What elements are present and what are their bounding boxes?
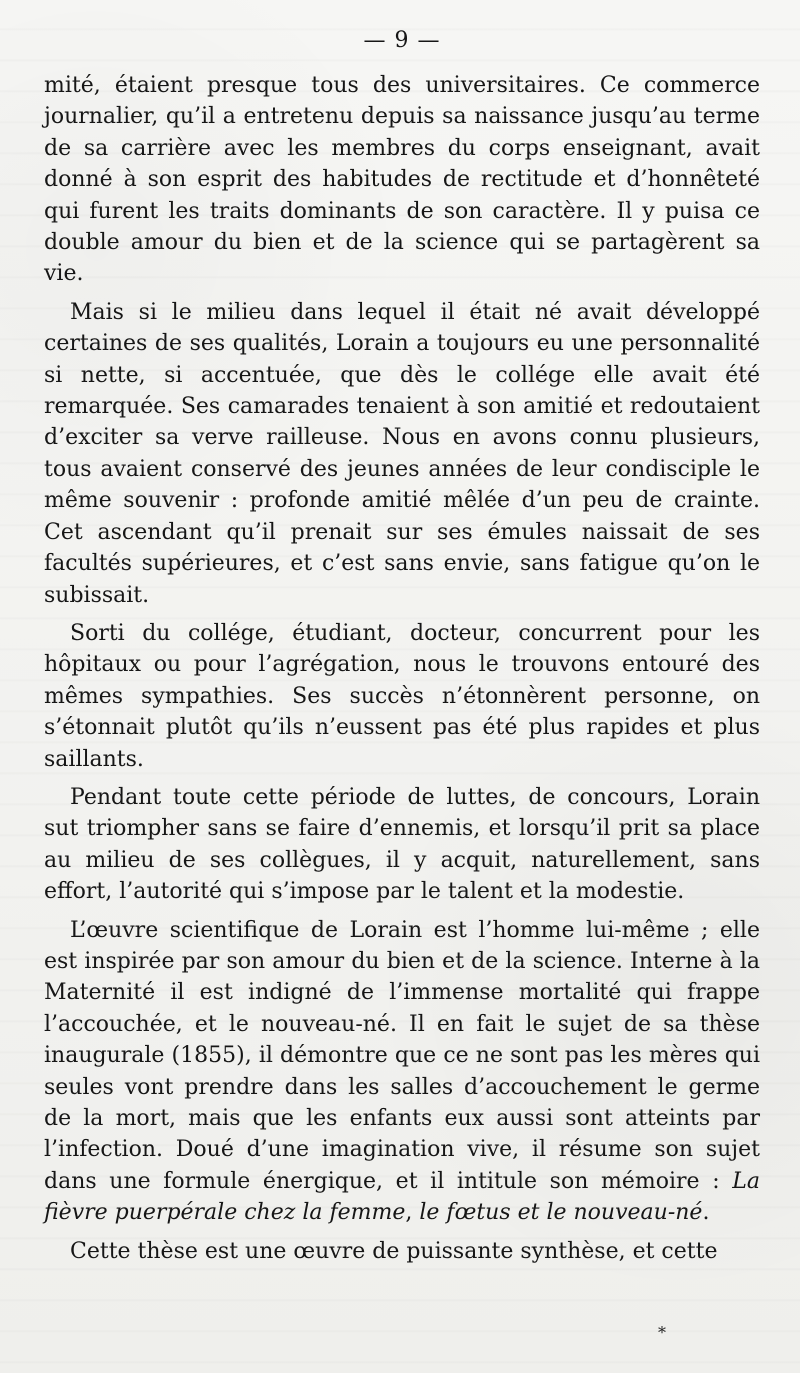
paragraph-1: mité, étaient presque tous des universitaires. Ce commerce journalier, qu’il a entretenu depuis sa naissance jusqu’au terme de sa carrière avec les membres du corps enseignant, avait donné à son esprit des habitudes de rectitude et d’honnêteté qui furent les traits dominants de son caractère. Il y puisa ce double amour du bien et de la science qui se partagèrent sa vie.	[44, 73, 760, 287]
paragraph-6: Cette thèse est une œuvre de puissante synthèse, et cette	[70, 1238, 718, 1264]
paragraph-5-period: .	[702, 1200, 710, 1226]
paragraph-5-text-before: L’œuvre scientifique de Lorain est l’homme lui-même ; elle est inspirée par son amour du bien et de la science. Interne à la Maternité il est indigné de l’immense mortalité qui frappe l’accouchée, et le nouveau-né. Il en fait le sujet de sa thèse inaugurale (1855), il démontre que ce ne sont pas les mères qui seules vont prendre dans les salles d’accouchement le germe de la mort, mais que les enfants eux aussi sont atteints par l’infection. Doué d’une imagination vive, il résume son sujet dans une formule énergique, et il intitule son mémoire :	[44, 917, 760, 1194]
paragraph-2: Mais si le milieu dans lequel il était né avait développé certaines de ses qualités, Lorain a toujours eu une personnalité si nette, si accentuée, que dès le collége elle avait été remarquée. Ses camarades tenaient à son amitié et redoutaient d’exciter sa verve railleuse. Nous en avons connu plusieurs, tous avaient conservé des jeunes années de leur condisciple le même souvenir : profonde amitié mêlée d’un peu de crainte. Cet ascendant qu’il prenait sur ses émules naissait de ses facultés supérieures, et c’est sans envie, sans fatigue qu’on le subissait.	[44, 299, 760, 608]
paragraph-5-subtitle-italic: le fœtus et le nouveau-né	[419, 1200, 703, 1226]
footer-mark: *	[658, 1323, 666, 1342]
paragraph-4: Pendant toute cette période de luttes, de concours, Lorain sut triompher sans se faire d’ennemis, et lorsqu’il prit sa place au milieu de ses collègues, il y acquit, naturellement, sans effort, l’autorité qui s’impose par le talent et la modestie.	[44, 784, 760, 905]
paragraph-5-title-italic: La fièvre puerpérale chez la femme	[44, 1168, 760, 1226]
paragraph-5-comma: ,	[405, 1200, 420, 1226]
paragraph-5	[44, 915, 760, 1229]
paragraph-3: Sorti du collége, étudiant, docteur, concurrent pour les hôpitaux ou pour l’agrégation, nous le trouvons entouré des mêmes sympathies. Ses succès n’étonnèrent personne, on s’étonnait plutôt qu’ils n’eussent pas été plus rapides et plus saillants.	[44, 620, 760, 772]
page-number: — 9 —	[363, 28, 441, 53]
main-text	[44, 70, 760, 1267]
